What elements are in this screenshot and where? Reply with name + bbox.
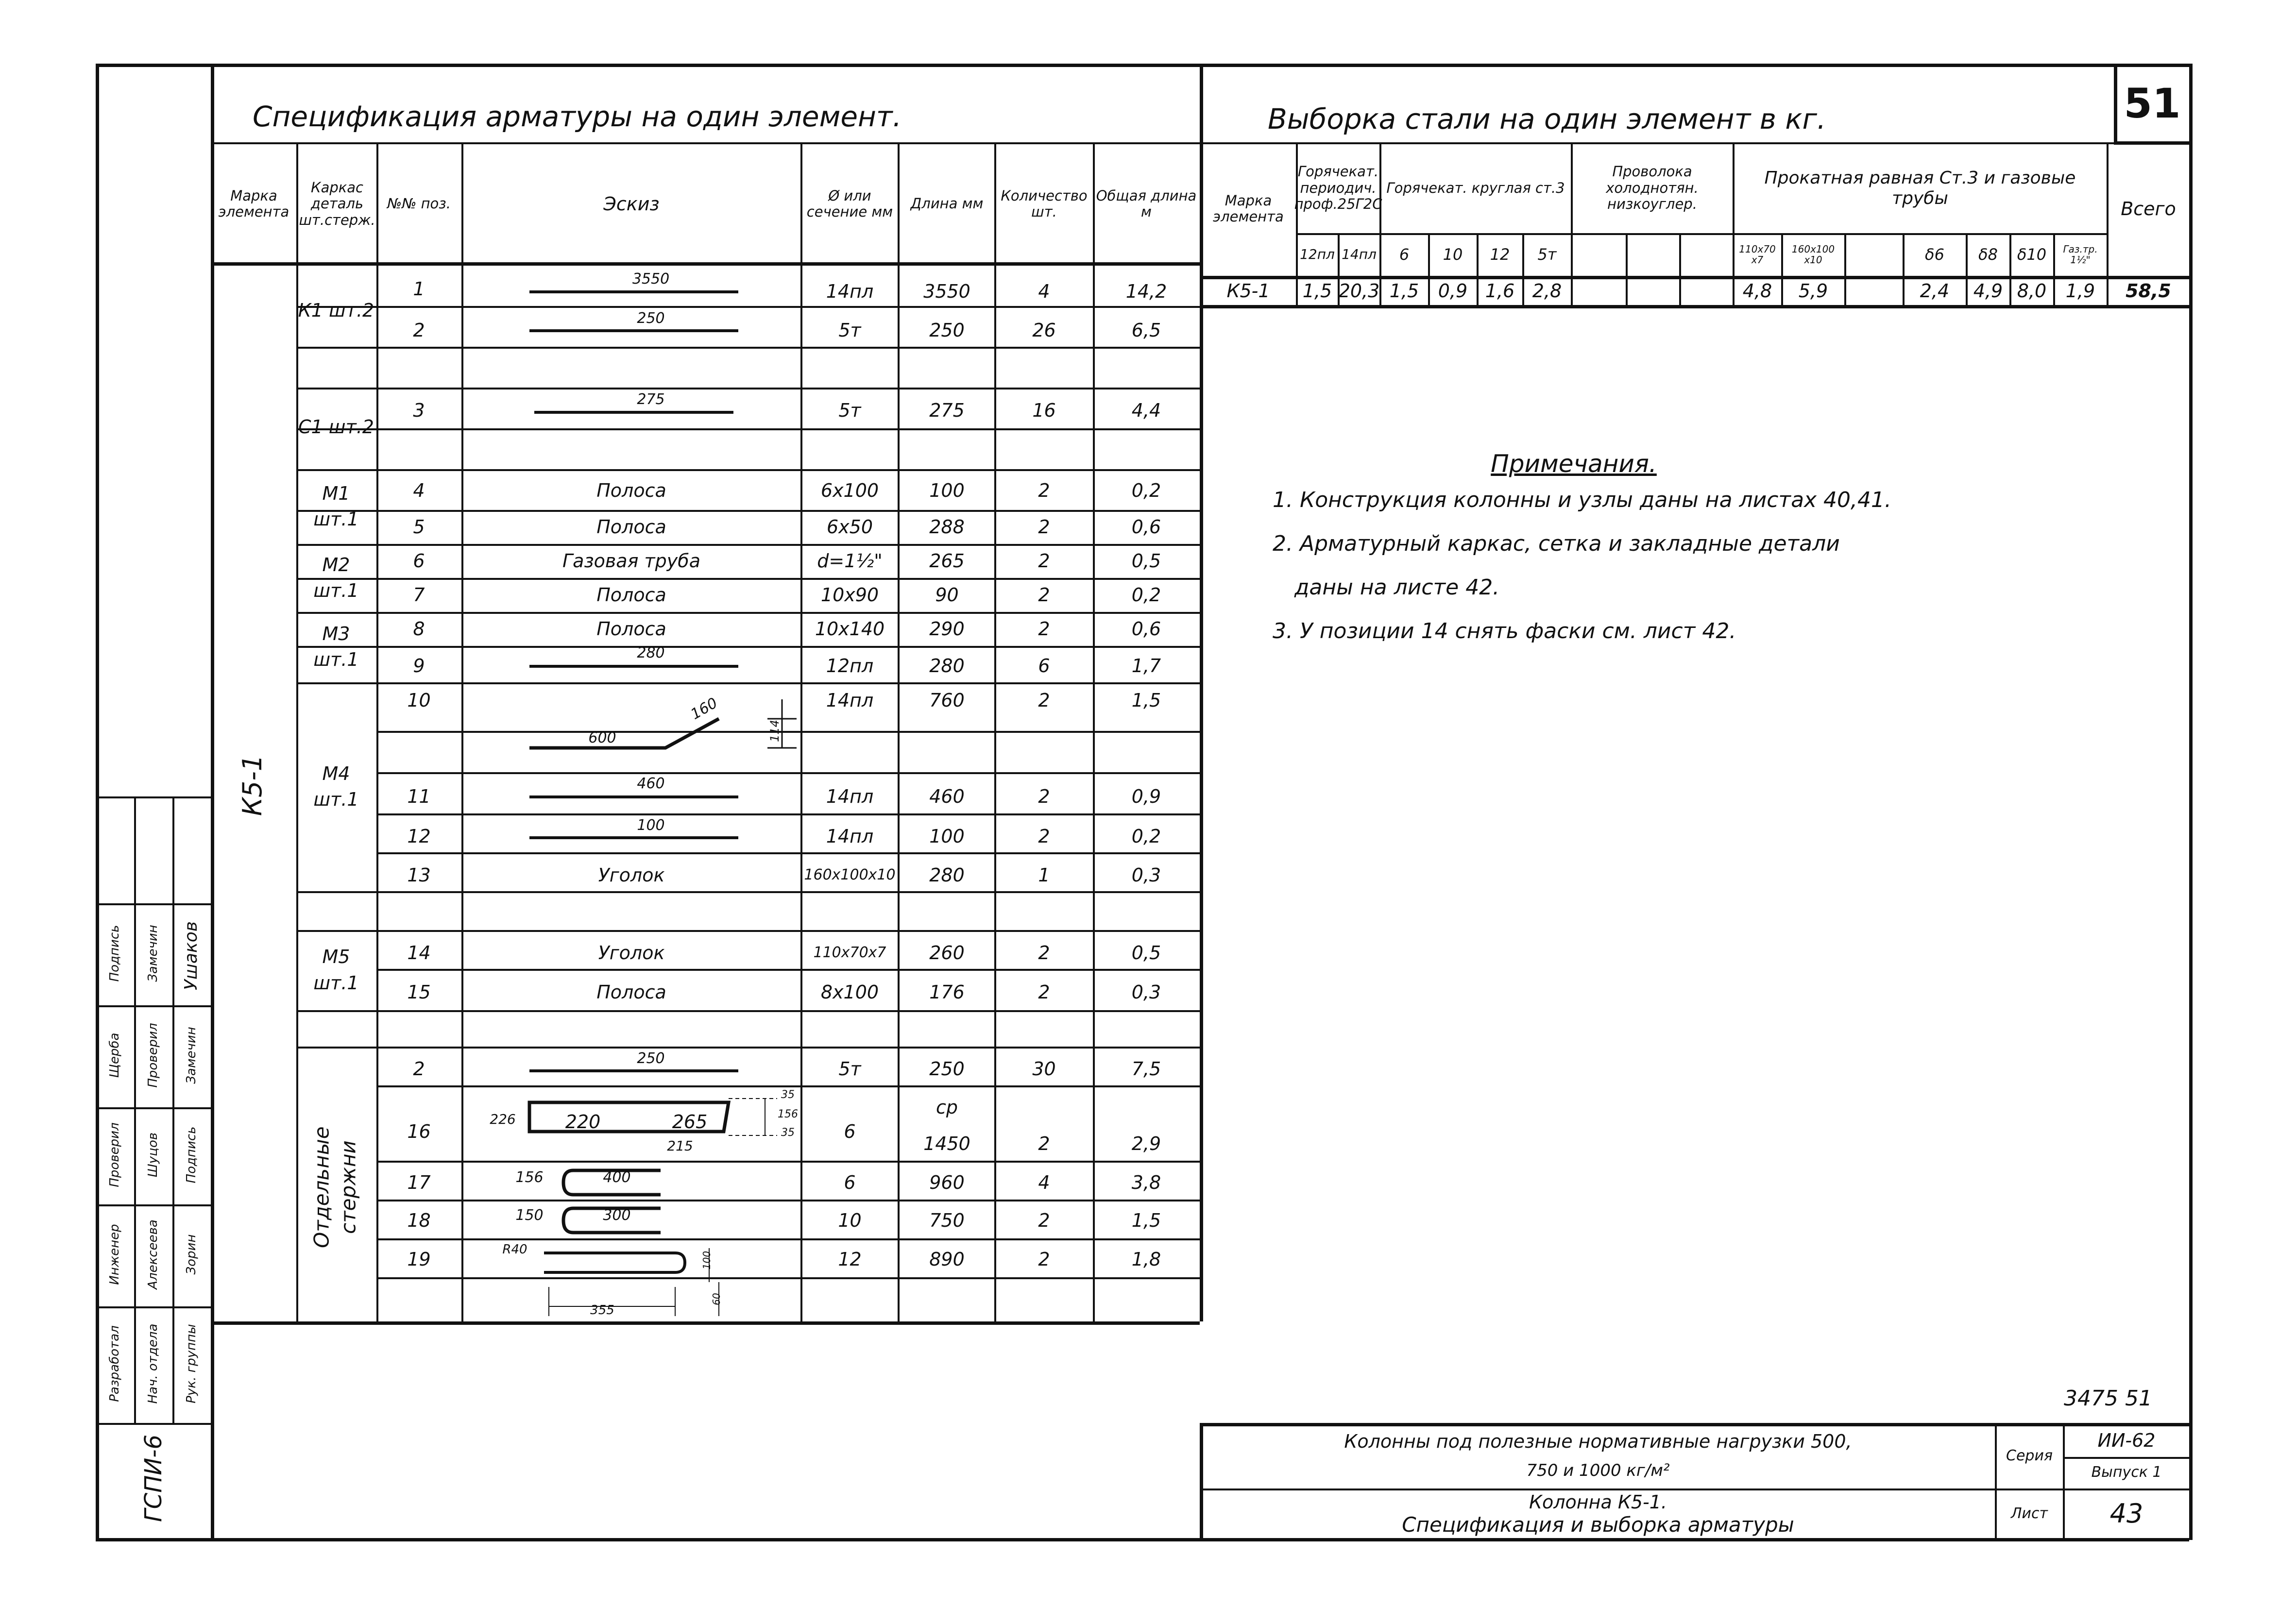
row-pos: 18 [407,1210,431,1231]
row-sketch-dim: 250 [637,1050,665,1067]
row-dia: 6х100 [820,480,879,501]
note-line: даны на листе 42. [1294,575,1500,600]
row-qty: 2 [1038,618,1050,640]
row-sketch-dim: 114 [768,720,782,742]
row-dia: 6 [844,1121,856,1142]
sel-header-total: Всего [2121,198,2176,220]
stamp-role: Разработал [107,1325,122,1402]
row-len: 890 [929,1249,965,1270]
row-sketch-dim: 100 [637,817,665,834]
row-sketch-dim: 156 [778,1108,798,1120]
row-pos: 12 [407,826,431,847]
row-dia: 12пл [826,655,874,677]
group-k1: К1 шт.2 [298,300,374,321]
stamp-name: Шуцов [146,1132,160,1178]
sel-header-wire: Проволока холоднотян. низкоуглер. [1606,163,1699,213]
row-len: 288 [929,516,965,538]
stamp-role: Проверил [146,1023,160,1088]
row-qty: 6 [1038,655,1050,677]
group-separate-bars: Отдельные стержни [309,1126,360,1248]
stamp-role: Нач. отдела [146,1323,160,1404]
spec-header-total: Общая длина м [1096,187,1197,220]
row-len: 90 [935,584,959,606]
sel-sub-header: 14пл [1342,246,1377,262]
row-dia: 10х90 [820,584,879,606]
stamp-name: Щерба [107,1032,122,1078]
title-line: Спецификация и выборка арматуры [1402,1513,1794,1537]
row-pos: 13 [407,864,431,886]
group-m5: М5 шт.1 [313,946,359,994]
spec-header-pos: №№ поз. [387,195,451,212]
row-dia: 12 [838,1249,862,1270]
stamp-org: ГСПИ-6 [140,1434,167,1522]
row-len: 176 [929,981,965,1003]
row-total: 14,2 [1125,281,1167,302]
row-len-cp: ср [935,1097,958,1118]
sel-header-rolled: Прокатная равная Ст.3 и газовые трубы [1764,168,2076,208]
row-len: 960 [929,1172,965,1193]
row-sketch-dim: 60 [711,1293,722,1305]
note-line: 2. Арматурный каркас, сетка и закладные детали [1273,531,1840,556]
row-total: 1,5 [1131,1210,1161,1231]
selection-title: Выборка стали на один элемент в кг. [1268,102,1826,135]
sheet-value: 43 [2109,1498,2143,1529]
group-m3: М3 шт.1 [313,623,359,670]
stamp-name: Зорин [184,1234,199,1275]
row-sketch-dim: 35 [781,1089,795,1101]
series-label: Серия [2006,1447,2053,1464]
row-sketch-dim: 355 [590,1303,614,1318]
row-pos: 6 [413,550,425,572]
row-total: 0,9 [1131,786,1161,807]
stamp-role: Рук. группы [184,1324,199,1404]
sel-sub-header: δ10 [2017,245,2047,264]
row-sketch-dim: R40 [502,1242,527,1257]
row-sketch-label: Полоса [596,480,666,501]
title-line: Колонны под полезные нормативные нагрузки 500, [1344,1430,1852,1452]
row-sketch-dim: 220 [565,1111,601,1133]
row-dia: 5т [838,320,861,341]
row-sketch-label: Полоса [596,584,666,606]
row-total: 6,5 [1131,320,1161,341]
sel-value: 20,3 [1338,280,1380,302]
row-len: 760 [929,690,965,711]
row-pos: 17 [407,1172,431,1193]
issue-label: Выпуск 1 [2091,1464,2162,1481]
sel-value: 2,8 [1532,280,1562,302]
row-sketch-dim: 275 [637,391,665,408]
row-dia: 160х100х10 [804,866,896,883]
row-sketch-dim: 160 [688,694,721,724]
row-total: 0,6 [1131,618,1161,640]
row-pos: 8 [413,618,425,640]
row-pos: 19 [407,1249,431,1270]
title-line: Колонна К5-1. [1529,1491,1667,1513]
row-len: 460 [929,786,965,807]
row-pos: 9 [413,655,425,677]
notes-title: Примечания. [1491,450,1657,478]
row-qty: 2 [1038,981,1050,1003]
group-m2: М2 шт.1 [313,554,359,601]
group-c1: С1 шт.2 [298,416,374,438]
row-sketch-dim: 3550 [632,271,670,288]
row-sketch-label: Полоса [596,618,666,640]
row-dia: 14пл [826,281,874,302]
sel-total: 58,5 [2126,280,2171,302]
sel-value: 4,8 [1742,280,1772,302]
row-dia: 10х140 [815,618,885,640]
series-value: ИИ-62 [2097,1430,2156,1451]
row-qty: 2 [1038,1249,1050,1270]
row-dia: 6 [844,1172,856,1193]
row-sketch-label: Полоса [596,981,666,1003]
row-pos: 7 [413,584,425,606]
row-qty: 4 [1038,281,1050,302]
row-dia: 5т [838,400,861,421]
row-total: 0,6 [1131,516,1161,538]
row-len: 3550 [923,281,970,302]
stamp-name: Ушаков [181,921,201,990]
sel-sub-header: 12 [1490,245,1510,264]
row-total: 7,5 [1131,1058,1161,1080]
sel-row-mark: К5-1 [1226,280,1270,302]
row-qty: 16 [1032,400,1056,421]
row-dia: 110х70х7 [813,944,886,961]
sel-sub-header: 160х100 х10 [1791,243,1835,266]
title-line: 750 и 1000 кг/м² [1526,1460,1670,1480]
sheet-number: 51 [2124,79,2181,127]
row-sketch-label: Газовая труба [562,550,700,572]
row-qty: 26 [1032,320,1056,341]
sel-sub-header: 5т [1537,245,1557,264]
row-len: 750 [929,1210,965,1231]
stamp-name: Замечин [146,925,160,982]
sel-sub-header: 10 [1443,245,1463,264]
row-total: 0,3 [1131,981,1161,1003]
row-sketch-dim: 226 [490,1111,516,1127]
row-sketch-dim: 400 [603,1169,631,1186]
row-sketch-label: Полоса [596,516,666,538]
row-sketch-dim: 35 [781,1127,795,1139]
sel-header-hot-period: Горячекат. периодич. проф.25Г2С [1294,163,1382,213]
row-len: 290 [929,618,965,640]
element-mark: К5-1 [237,754,268,816]
row-dia: 14пл [826,826,874,847]
note-line: 1. Конструкция колонны и узлы даны на листах 40,41. [1273,488,1892,512]
row-total: 3,8 [1131,1172,1161,1193]
row-qty: 4 [1038,1172,1050,1193]
sheet-label: Лист [2010,1505,2048,1522]
row-qty: 2 [1038,826,1050,847]
sel-sub-header: 6 [1399,245,1410,264]
stamp-name: Алексеева [146,1219,160,1289]
row-len: 280 [929,864,965,886]
sel-value: 5,9 [1798,280,1828,302]
stamp-role: Подпись [184,1126,199,1184]
sel-value: 1,5 [1389,280,1419,302]
row-pos: 5 [413,516,425,538]
sel-value: 1,6 [1485,280,1515,302]
spec-header-qty: Количество шт. [1001,187,1088,220]
row-qty: 2 [1038,550,1050,572]
row-sketch-dim: 215 [667,1138,693,1154]
row-len: 250 [929,320,965,341]
sel-sub-header: 12пл [1300,246,1335,262]
row-len: 265 [929,550,965,572]
row-sketch-dim: 250 [637,310,665,327]
row-dia: 6х50 [826,516,873,538]
row-dia: 8х100 [820,981,879,1003]
bent-bar-sketch [525,690,797,758]
row-len: 280 [929,655,965,677]
row-pos: 11 [407,786,431,807]
row-qty: 2 [1038,786,1050,807]
row-sketch-dim: 150 [515,1207,544,1224]
row-sketch-dim: 265 [672,1111,708,1133]
row-total: 1,5 [1131,690,1161,711]
row-total: 1,8 [1131,1249,1161,1270]
row-qty: 2 [1038,480,1050,501]
sel-sub-header: δ8 [1978,245,1998,264]
row-sketch-label: Уголок [598,864,665,886]
sel-value: 1,9 [2065,280,2095,302]
row-total: 0,2 [1131,480,1161,501]
sel-value: 8,0 [2017,280,2047,302]
stamp-name: Замечин [184,1027,199,1084]
stamp-role: Проверил [107,1122,122,1187]
spec-header-dia: Ø или сечение мм [806,187,893,220]
row-len: 100 [929,480,965,501]
row-len: 100 [929,826,965,847]
row-dia: 14пл [826,786,874,807]
row-sketch-dim: 460 [637,775,665,792]
row-total: 1,7 [1131,655,1161,677]
row-pos: 14 [407,942,431,964]
row-pos: 3 [413,400,425,421]
row-dia: 10 [838,1210,862,1231]
row-len: 275 [929,400,965,421]
sel-header-mark: Марка элемента [1213,192,1284,225]
spec-header-frame: Каркас деталь шт.стерж. [299,179,375,228]
row-total: 4,4 [1131,400,1161,421]
spec-header-mark: Марка элемента [218,187,289,220]
sel-value: 4,9 [1973,280,2003,302]
row-sketch-dim: 600 [588,729,616,746]
row-pos: 16 [407,1121,431,1142]
row-dia: 14пл [826,690,874,711]
row-pos: 10 [407,690,431,711]
sel-value: 0,9 [1438,280,1468,302]
sel-sub-header: Газ.тр. 1½" [2063,243,2098,266]
row-qty: 30 [1032,1058,1056,1080]
sel-sub-header: 110х70 х7 [1739,243,1776,266]
spec-header-sketch: Эскиз [603,193,660,215]
sel-header-hot-round: Горячекат. круглая ст.3 [1386,179,1565,196]
row-len: 1450 [923,1133,970,1154]
row-pos: 2 [413,1058,425,1080]
row-qty: 2 [1038,1210,1050,1231]
row-sketch-dim: 156 [515,1169,544,1186]
row-len: 260 [929,942,965,964]
row-dia: 5т [838,1058,861,1080]
row-total: 0,5 [1131,942,1161,964]
row-qty: 2 [1038,516,1050,538]
row-sketch-dim: 300 [603,1207,631,1224]
row-qty: 1 [1038,864,1050,886]
row-dia: d=1½" [817,550,883,572]
row-total: 0,3 [1131,864,1161,886]
group-m4: М4 шт.1 [313,762,359,810]
row-qty: 2 [1038,942,1050,964]
row-len: 250 [929,1058,965,1080]
row-pos: 2 [413,320,425,341]
row-qty: 2 [1038,1133,1050,1154]
row-qty: 2 [1038,584,1050,606]
stamp-role: Инженер [107,1224,122,1285]
row-pos: 15 [407,981,431,1003]
row-sketch-dim: 100 [701,1251,713,1270]
row-qty: 2 [1038,690,1050,711]
row-total: 2,9 [1131,1133,1161,1154]
row-pos: 4 [413,480,425,501]
sel-value: 1,5 [1302,280,1332,302]
group-m1: М1 шт.1 [313,482,359,530]
row-total: 0,5 [1131,550,1161,572]
note-line: 3. У позиции 14 снять фаски см. лист 42. [1273,619,1736,643]
spec-header-length: Длина мм [910,195,984,212]
row-pos: 1 [413,278,425,300]
stamp-role: Подпись [107,925,122,982]
sel-value: 2,4 [1920,280,1950,302]
row-total: 0,2 [1131,826,1161,847]
row-sketch-dim: 280 [637,644,665,661]
sel-sub-header: δ6 [1925,245,1944,264]
sheet-ref: 3475 51 [2064,1386,2152,1411]
row-total: 0,2 [1131,584,1161,606]
row-sketch-label: Уголок [598,942,665,964]
spec-title: Спецификация арматуры на один элемент. [253,100,902,133]
